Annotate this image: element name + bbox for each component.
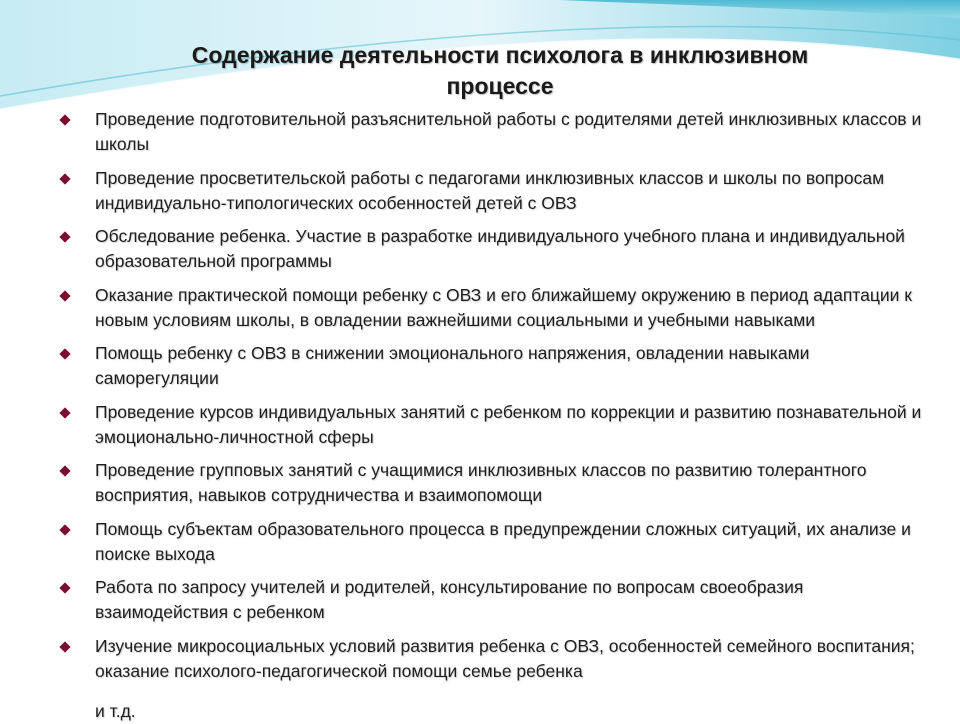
- list-item: [55, 458, 935, 508]
- diamond-bullet-icon: [59, 290, 70, 301]
- diamond-bullet-icon: [59, 348, 70, 359]
- diamond-bullet-icon: [59, 114, 70, 125]
- diamond-bullet-icon: [59, 641, 70, 652]
- list-item: [55, 575, 935, 625]
- list-item: [55, 107, 935, 157]
- slide-title: [120, 40, 880, 102]
- list-item-text: Обследование ребенка. Участие в разработке индивидуального учебного плана и индивидуальной образовательной программы: [95, 226, 905, 271]
- list-item: [55, 224, 935, 274]
- list-item-text: Помощь субъектам образовательного процесса в предупреждении сложных ситуаций, их анализе и поиске выхода: [95, 518, 911, 564]
- list-item: [55, 283, 935, 333]
- list-item-text: Изучение микросоциальных условий развития ребенка с ОВЗ, особенностей семейного воспитания; оказание психолого-педагогической помощи семье ребенка: [95, 635, 915, 681]
- diamond-bullet-icon: [59, 407, 70, 418]
- diamond-bullet-icon: [59, 231, 70, 242]
- list-item-text: Помощь ребенку с ОВЗ в снижении эмоционального напряжения, овладении навыками саморегуляции: [95, 343, 810, 388]
- list-tail-text: и т.д.: [95, 701, 136, 721]
- diamond-bullet-icon: [59, 582, 70, 593]
- title-line-2: процессе: [446, 73, 554, 99]
- list-item: [55, 634, 935, 684]
- list-item: [55, 400, 935, 450]
- list-item: [55, 341, 935, 391]
- title-line-1: Содержание деятельности психолога в инклюзивном: [191, 42, 809, 68]
- diamond-bullet-icon: [59, 465, 70, 476]
- list-item-text: Проведение просветительской работы с педагогами инклюзивных классов и школы по вопросам индивидуально-типологических особенностей детей с ОВЗ: [95, 167, 885, 213]
- list-item: [55, 517, 935, 567]
- diamond-bullet-icon: [59, 524, 70, 535]
- diamond-bullet-icon: [59, 173, 70, 184]
- activity-list: [55, 107, 935, 692]
- list-item-text: Работа по запросу учителей и родителей, консультирование по вопросам своеобразия взаимодействия с ребенком: [95, 577, 804, 622]
- list-item-text: Оказание практической помощи ребенку с ОВЗ и его ближайшему окружению в период адаптации к новым условиям школы, в овладении важнейшими социальными и учебными навыками: [95, 284, 912, 330]
- list-item: [55, 166, 935, 216]
- list-item-text: Проведение подготовительной разъяснительной работы с родителями детей инклюзивных классов и школы: [95, 109, 922, 154]
- list-item-text: Проведение курсов индивидуальных занятий с ребенком по коррекции и развитию познавательной и эмоционально-личностной сферы: [95, 401, 922, 447]
- list-item-text: Проведение групповых занятий с учащимися инклюзивных классов по развитию толерантного восприятия, навыков сотрудничества и взаимопомощи: [95, 460, 867, 505]
